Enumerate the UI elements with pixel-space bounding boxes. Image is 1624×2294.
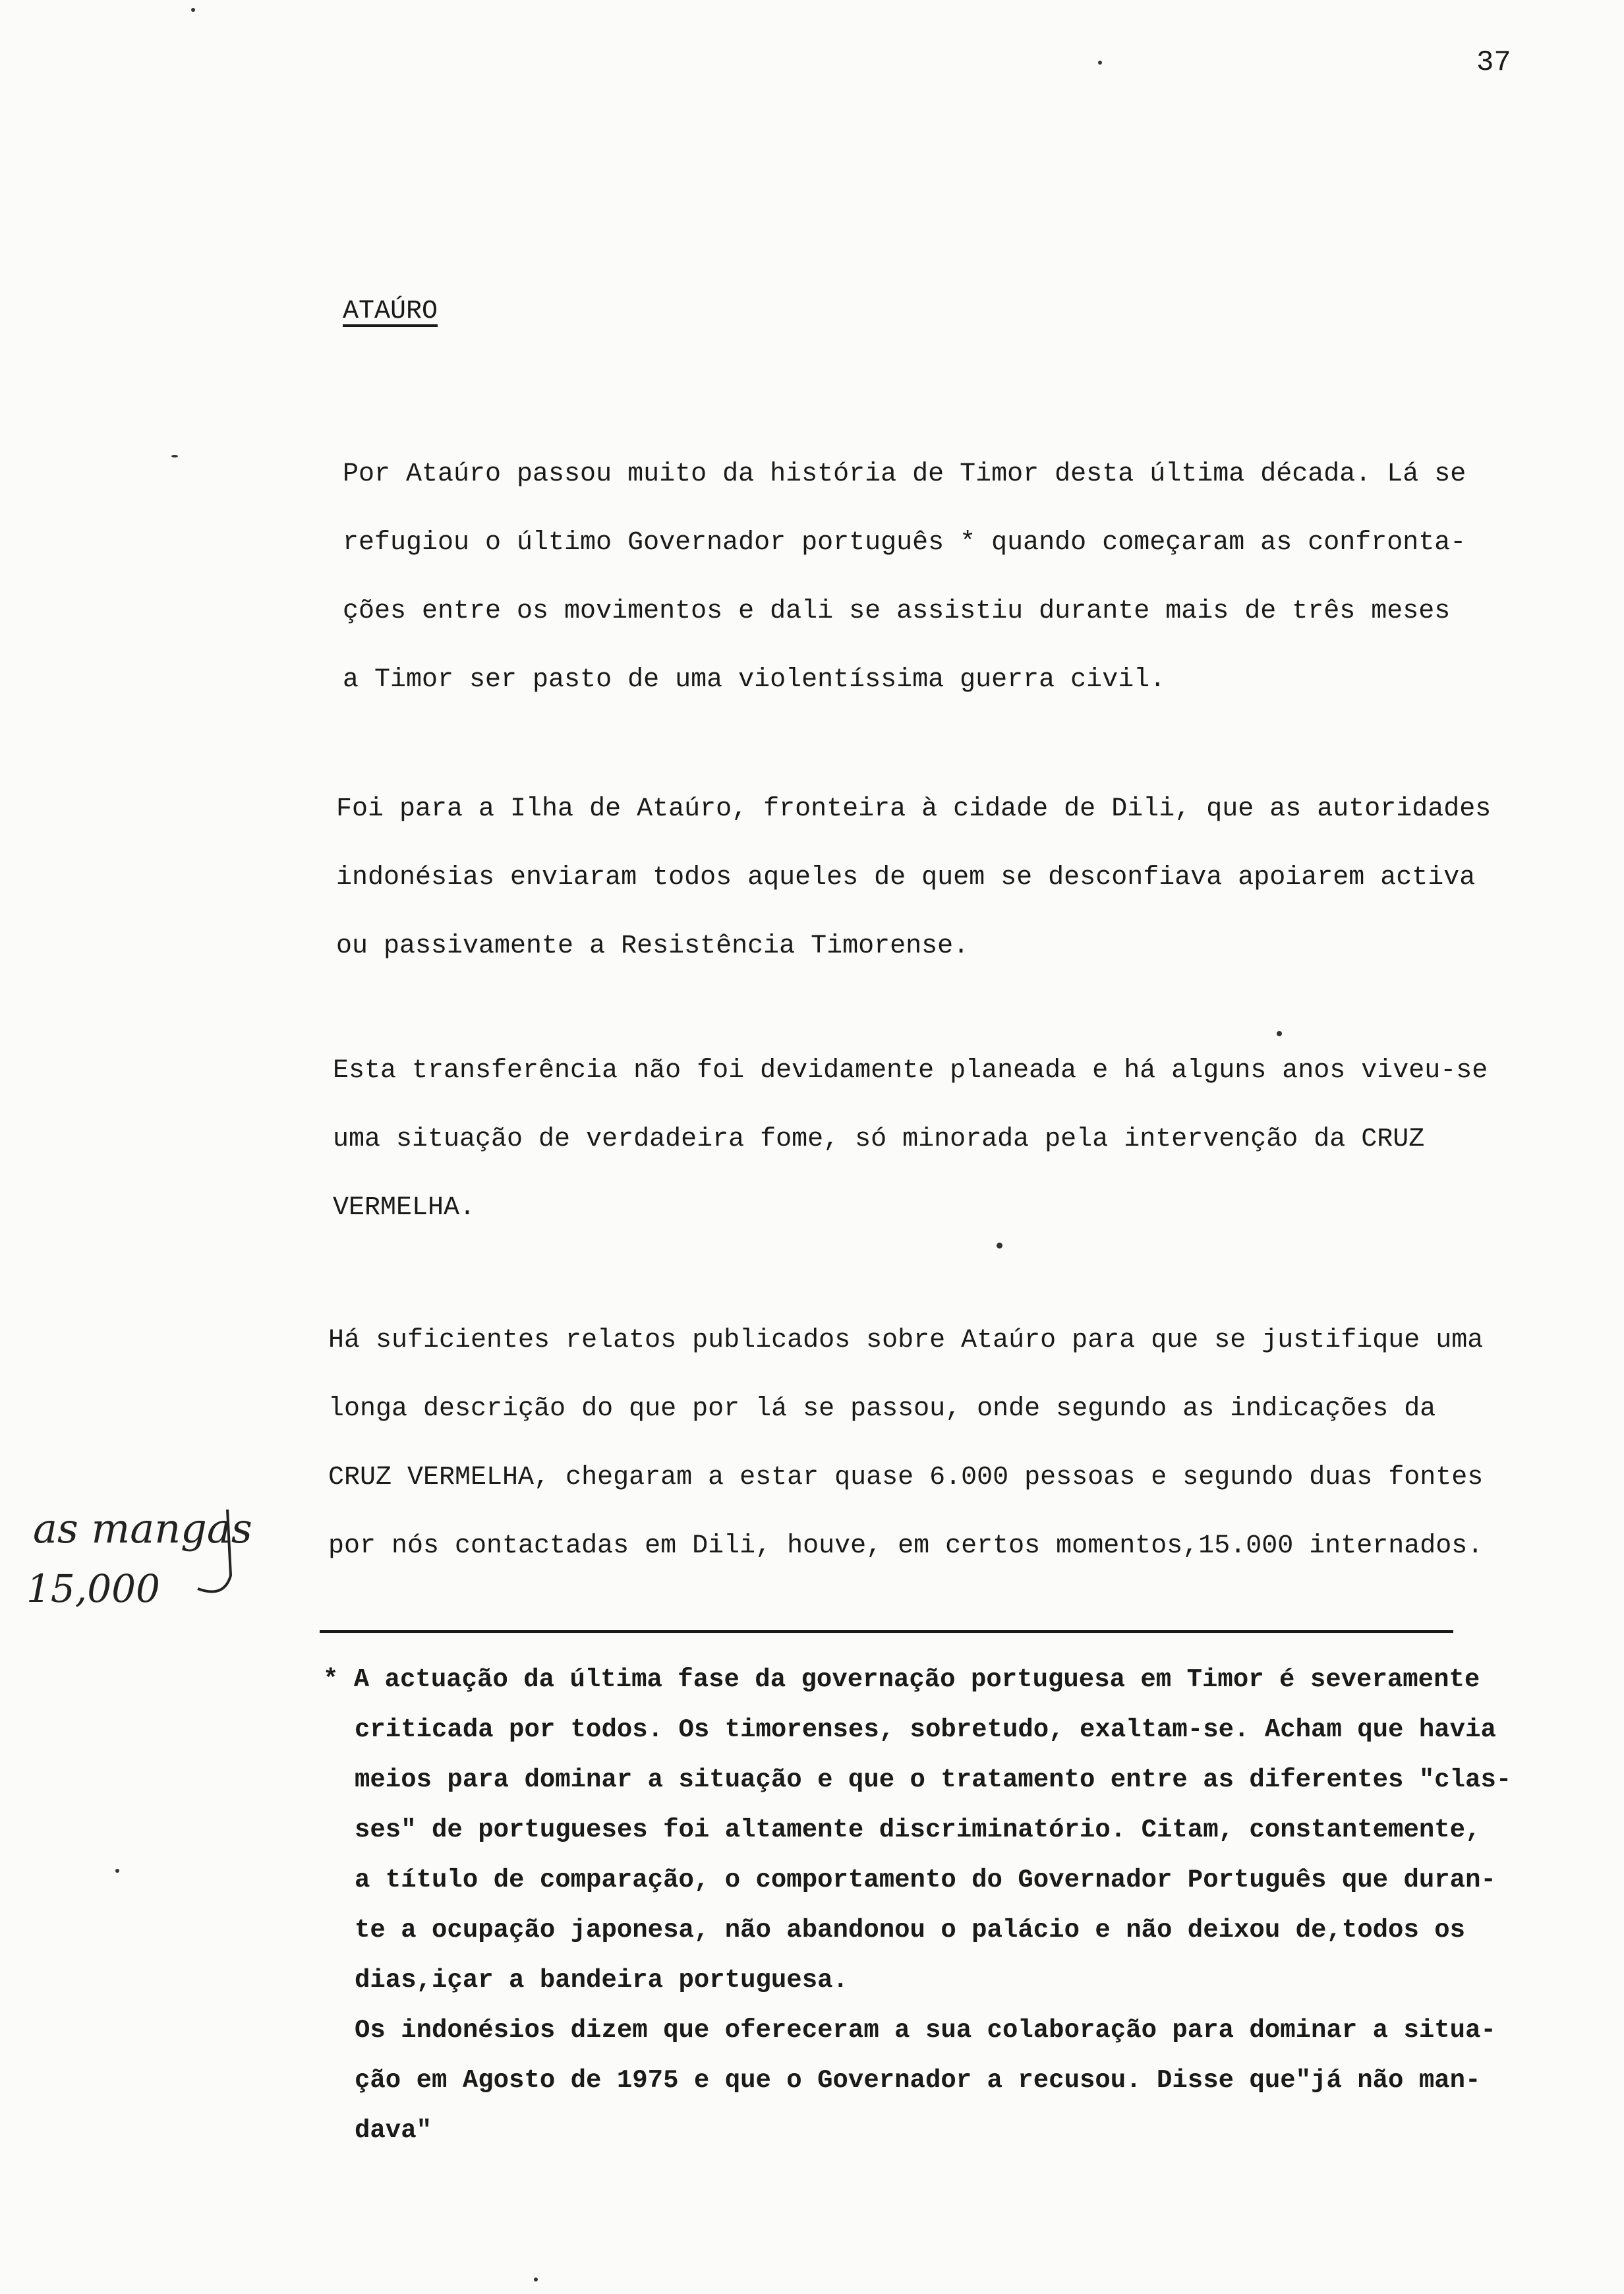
paragraph-line: Foi para a Ilha de Ataúro, fronteira à cidade de Dili, que as autoridades — [336, 794, 1492, 824]
footnote-line: a título de comparação, o comportamento do Governador Português que duran- — [355, 1866, 1496, 1895]
footnote-line: ção em Agosto de 1975 e que o Governador a recusou. Disse que"já não man- — [355, 2066, 1481, 2095]
footnote-separator — [320, 1630, 1453, 1633]
paragraph-line: ou passivamente a Resistência Timorense. — [336, 931, 970, 961]
paragraph-line: ções entre os movimentos e dali se assistiu durante mais de três meses — [343, 597, 1451, 626]
margin-note-line-1: as mangas — [33, 1504, 252, 1552]
paragraph-4 — [328, 1307, 1567, 1581]
footnote-line: Os indonésios dizem que ofereceram a sua colaboração para dominar a situa- — [355, 2016, 1496, 2045]
footnote-line: meios para dominar a situação e que o tratamento entre as diferentes "clas- — [355, 1765, 1512, 1794]
section-heading: ATAÚRO — [343, 297, 438, 326]
footnote-line: dias,içar a bandeira portuguesa. — [355, 1966, 848, 1995]
footnote-line: dava" — [355, 2116, 432, 2145]
scan-speck — [534, 2278, 538, 2281]
paragraph-1 — [343, 440, 1582, 715]
scan-speck — [1098, 61, 1102, 65]
paragraph-line: CRUZ VERMELHA, chegaram a estar quase 6.000 pessoas e segundo duas fontes — [328, 1463, 1484, 1492]
footnote-line: criticada por todos. Os timorenses, sobretudo, exaltam-se. Acham que havia — [355, 1715, 1496, 1744]
paragraph-line: uma situação de verdadeira fome, só minorada pela intervenção da CRUZ — [333, 1125, 1425, 1154]
paragraph-line: Por Ataúro passou muito da história de Timor desta última década. Lá se — [343, 459, 1466, 489]
paragraph-line: Esta transferência não foi devidamente planeada e há alguns anos viveu-se — [333, 1056, 1488, 1086]
margin-note-line-2: 15,000 — [26, 1566, 160, 1611]
page-number: 37 — [1476, 46, 1511, 79]
paragraph-2 — [336, 775, 1575, 981]
paragraph-line: por nós contactadas em Dili, houve, em certos momentos,15.000 internados. — [328, 1531, 1484, 1561]
footnote-line: te a ocupação japonesa, não abandonou o palácio e não deixou de,todos os — [355, 1916, 1466, 1945]
scan-speck — [171, 455, 178, 457]
paragraph-line: longa descrição do que por lá se passou, onde segundo as indicações da — [328, 1394, 1436, 1424]
paragraph-line: indonésias enviaram todos aqueles de quem se desconfiava apoiarem activa — [336, 863, 1476, 893]
scan-speck — [997, 1243, 1002, 1249]
footnote-line: ses" de portugueses foi altamente discriminatório. Citam, constantemente, — [355, 1815, 1481, 1844]
paragraph-line: VERMELHA. — [333, 1193, 476, 1223]
footnote-line: * A actuação da última fase da governação portuguesa em Timor é severamente — [323, 1665, 1480, 1694]
paragraph-line: Há suficientes relatos publicados sobre Ataúro para que se justifique uma — [328, 1326, 1484, 1355]
paragraph-line: a Timor ser pasto de uma violentíssima guerra civil. — [343, 665, 1166, 695]
footnote — [323, 1655, 1615, 2156]
scan-speck — [115, 1869, 119, 1873]
paragraph-3 — [333, 1037, 1572, 1243]
scan-speck — [191, 8, 195, 12]
scan-speck — [1277, 1031, 1282, 1036]
handwritten-margin-note — [26, 1490, 316, 1622]
paragraph-line: refugiou o último Governador português * quando começaram as confronta- — [343, 528, 1466, 558]
